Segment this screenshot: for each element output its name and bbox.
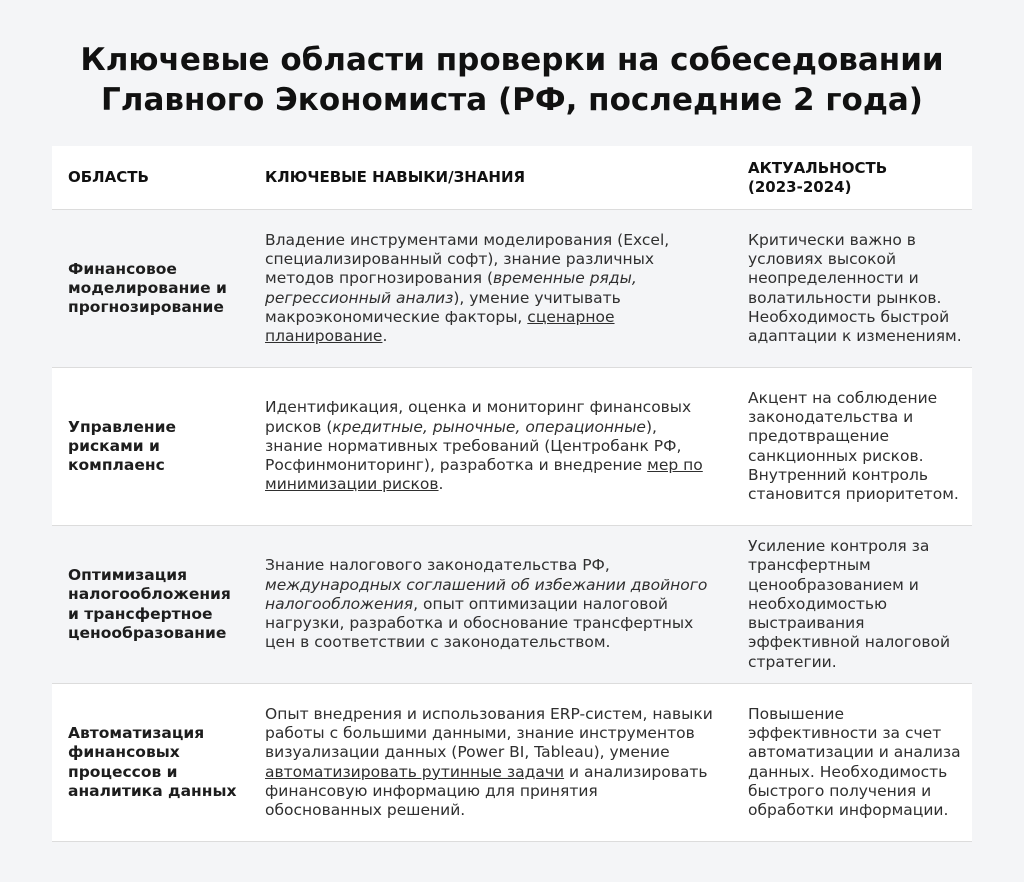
row-skills <box>250 231 732 346</box>
skills-text: Опыт внедрения и использования ERP-систем, навыки работы с большими данными, знание инструментов визуализации данных (Power BI, Tableau), умение <box>265 704 713 762</box>
table-row <box>52 368 972 526</box>
table-row <box>52 526 972 684</box>
key-areas-table <box>52 146 972 842</box>
row-relevance: Усиление контроля за трансфертным ценообразованием и необходимостью выстраивания эффективной налоговой стратегии. <box>748 537 951 671</box>
header-area: ОБЛАСТЬ <box>68 168 149 186</box>
skills-text: ), умение учитывать макроэкономические факторы, <box>265 288 621 326</box>
row-area: Финансовое моделирование и прогнозирование <box>68 259 227 317</box>
row-skills <box>250 398 732 494</box>
skills-italic: временные ряды, регрессионный анализ <box>265 269 637 307</box>
skills-text: . <box>438 475 444 494</box>
skills-underlined: сценарное планирование <box>265 307 615 345</box>
header-relevance-line-2: (2023-2024) <box>748 177 852 196</box>
skills-italic: кредитные, рыночные, операционные <box>332 417 646 436</box>
skills-italic: международных соглашений об избежании двойного налогообложения <box>265 575 708 613</box>
row-area: Управление рисками и комплаенс <box>68 417 176 475</box>
row-skills <box>250 705 732 820</box>
title-line-2: Главного Экономиста (РФ, последние 2 года) <box>101 82 923 118</box>
header-relevance <box>732 159 972 197</box>
row-relevance: Критически важно в условиях высокой неопределенности и волатильности рынков. Необходимость быстрой адаптации к изменениям. <box>748 230 962 345</box>
row-area: Оптимизация налогообложения и трансфертное ценообразование <box>68 566 231 642</box>
skills-underlined: автоматизировать рутинные задачи <box>265 762 565 781</box>
title-line-1: Ключевые области проверки на собеседовании <box>80 42 944 78</box>
skills-text: , опыт оптимизации налоговой нагрузки, разработка и обоснование трансфертных цен в соответствии с законодательством. <box>265 594 694 652</box>
table-header-row <box>52 146 972 210</box>
skills-text: Знание налогового законодательства РФ, <box>265 556 610 575</box>
row-relevance: Акцент на соблюдение законодательства и предотвращение санкционных рисков. Внутренний контроль становится приоритетом. <box>748 388 959 503</box>
skills-text: ), знание нормативных требований (Центробанк РФ, Росфинмониторинг), разработка и внедрение <box>265 417 682 475</box>
skills-text: и анализировать финансовую информацию для принятия обоснованных решений. <box>265 762 708 819</box>
row-relevance: Повышение эффективности за счет автоматизации и анализа данных. Необходимость быстрого получения и обработки информации. <box>748 704 961 819</box>
row-area: Автоматизация финансовых процессов и аналитика данных <box>68 724 237 800</box>
skills-text: . <box>382 326 388 345</box>
table-row <box>52 210 972 368</box>
row-skills <box>250 556 732 652</box>
skills-underlined: мер по минимизации рисков <box>265 456 703 494</box>
page-title <box>0 40 1024 120</box>
skills-text: Идентификация, оценка и мониторинг финансовых рисков ( <box>265 398 692 436</box>
table-row <box>52 684 972 842</box>
header-relevance-line-1: АКТУАЛЬНОСТЬ <box>748 158 888 177</box>
header-skills: КЛЮЧЕВЫЕ НАВЫКИ/ЗНАНИЯ <box>265 168 526 186</box>
skills-text: Владение инструментами моделирования (Excel, специализированный софт), знание различных методов прогнозирования ( <box>265 230 670 288</box>
